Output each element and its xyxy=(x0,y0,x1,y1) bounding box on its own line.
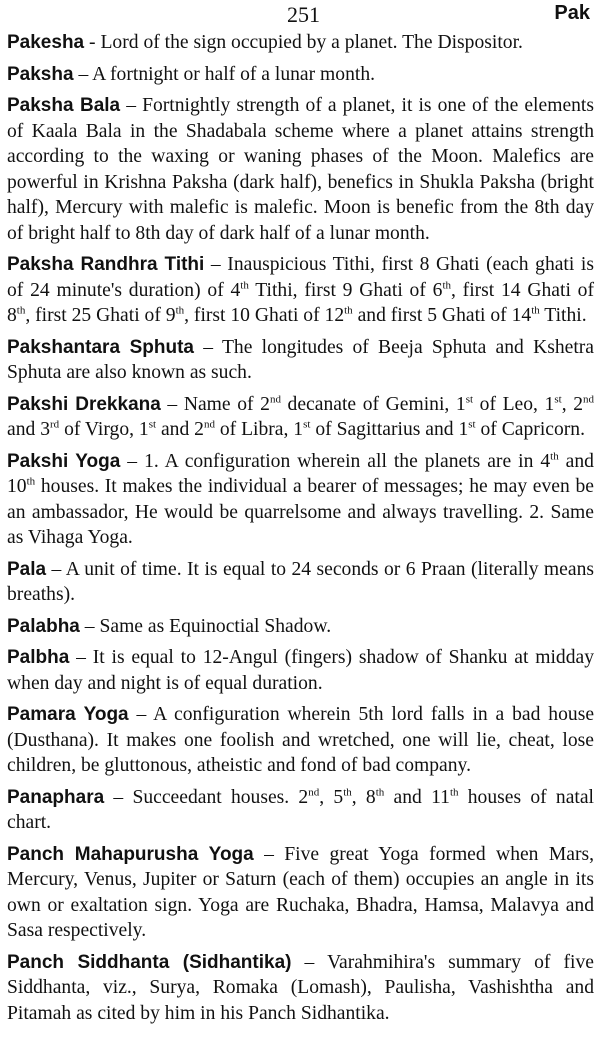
entry-definition-text: of Virgo, 1 xyxy=(59,419,149,440)
entry-definition-text: and 10 xyxy=(7,450,594,497)
entry-definition-text: houses of natal chart. xyxy=(7,786,595,833)
entry-definition-text: A unit of time. It is equal to 24 seconds or 6 Praan (literally means breaths). xyxy=(7,558,594,605)
entry-definition-text: , first 25 Ghati of 9 xyxy=(25,305,176,326)
entry-definition-text: Tithi. xyxy=(539,305,587,326)
glossary-entry xyxy=(7,702,594,779)
entry-definition-text: Name of 2 xyxy=(183,393,270,415)
entry-term: Pakesha xyxy=(7,32,85,53)
entry-definition-text: 1. A configuration wherein all the planets are in 4 xyxy=(144,450,551,472)
entry-definition-text: Lord of the sign occupied by a planet. The Dispositor. xyxy=(100,32,523,53)
entry-definition-text: Five great Yoga formed when Mars, Mercury, Venus, Jupiter or Saturn (each of them) occupies an angle in its own or exaltation sign. Yoga are Ruchaka, Bhadra, Hamsa, Malavya and Sasa respectively. xyxy=(7,843,595,941)
ordinal-suffix: th xyxy=(175,304,185,317)
glossary-entry xyxy=(7,335,594,386)
glossary-entry xyxy=(7,62,594,88)
ordinal-suffix: rd xyxy=(50,418,60,431)
ordinal-suffix: th xyxy=(375,785,385,798)
entry-term: Pakshi Yoga xyxy=(7,450,121,472)
entry-separator: – xyxy=(79,615,100,637)
ordinal-suffix: th xyxy=(240,278,249,291)
entry-separator: – xyxy=(204,254,228,275)
entry-definition-text: and first 5 Ghati of 14 xyxy=(352,305,532,326)
glossary-entry xyxy=(7,842,594,944)
entry-term: Paksha Bala xyxy=(7,95,121,116)
entry-separator: – xyxy=(120,95,143,116)
entry-definition-text: Inauspicious Tithi, first 8 Ghati (each ghati is of 24 minute's duration) of 4 xyxy=(7,254,594,301)
entry-definition-text: A fortnight or half of a lunar month. xyxy=(92,63,376,85)
entry-definition-text: decanate of Gemini, 1 xyxy=(280,393,466,415)
entry-definition-text: The longitudes of Beeja Sphuta and Kshetra Sphuta are also known as such. xyxy=(7,336,595,383)
entry-separator: – xyxy=(291,951,328,973)
glossary-entry xyxy=(7,557,594,608)
ordinal-suffix: nd xyxy=(583,392,595,405)
ordinal-suffix: nd xyxy=(308,785,320,798)
glossary-entry xyxy=(7,252,594,329)
entry-definition-text: houses. It makes the individual a bearer of messages; he may even be an ambassador, He would be quarrelsome and always travelling. 2. Same as Vihaga Yoga. xyxy=(7,476,594,548)
entry-definition-text: of Sagittarius and 1 xyxy=(310,419,469,440)
ordinal-suffix: th xyxy=(343,785,352,798)
entry-separator: – xyxy=(128,704,154,725)
entry-definition-text: , first 14 Ghati of 8 xyxy=(7,279,594,326)
entry-definition-text: and 3 xyxy=(7,419,50,440)
ordinal-suffix: st xyxy=(554,392,562,405)
entry-definition-text: , 2 xyxy=(561,393,584,415)
entry-separator: – xyxy=(120,450,145,472)
entry-definition-text: of Leo, 1 xyxy=(473,393,555,415)
ordinal-suffix: nd xyxy=(269,392,281,405)
ordinal-suffix: th xyxy=(550,449,559,462)
glossary-entry xyxy=(7,950,594,1027)
entry-term: Pakshantara Sphuta xyxy=(7,336,195,358)
entry-list xyxy=(7,30,594,1026)
entry-term: Paksha xyxy=(7,63,74,85)
ordinal-suffix: st xyxy=(468,418,476,431)
entry-separator: – xyxy=(194,336,222,358)
entry-term: Panch Mahapurusha Yoga xyxy=(7,843,254,865)
entry-term: Palabha xyxy=(7,615,80,637)
glossary-entry xyxy=(7,30,594,56)
entry-definition-text: Succeedant houses. 2 xyxy=(132,786,309,808)
running-head: Pak xyxy=(554,2,590,24)
entry-definition-text: Same as Equinoctial Shadow. xyxy=(99,615,332,637)
page-number: 251 xyxy=(287,2,320,27)
entry-definition-text: , 5 xyxy=(319,786,344,808)
entry-separator: – xyxy=(69,647,93,668)
ordinal-suffix: th xyxy=(26,475,36,488)
entry-separator: – xyxy=(46,558,66,580)
entry-term: Pamara Yoga xyxy=(7,704,129,725)
glossary-entry xyxy=(7,785,594,836)
ordinal-suffix: th xyxy=(16,304,26,317)
entry-definition-text: A configuration wherein 5th lord falls in a bad house (Dusthana). It makes one foolish and wretched, one will lie, cheat, lose children, be gluttonous, atheistic and fond of bad company. xyxy=(7,704,595,776)
entry-definition-text: It is equal to 12-Angul (fingers) shadow of Shanku at midday when day and night is of equal duration. xyxy=(7,647,594,694)
glossary-entry xyxy=(7,449,594,551)
ordinal-suffix: st xyxy=(465,392,474,405)
entry-term: Panch Siddhanta (Sidhantika) xyxy=(7,951,292,973)
glossary-entry xyxy=(7,392,594,443)
entry-definition-text: and 11 xyxy=(384,786,450,808)
ordinal-suffix: th xyxy=(531,304,540,317)
entry-term: Panaphara xyxy=(7,786,105,808)
ordinal-suffix: nd xyxy=(203,418,215,431)
ordinal-suffix: th xyxy=(442,278,451,291)
ordinal-suffix: st xyxy=(148,418,157,431)
entry-separator: – xyxy=(160,393,184,415)
entry-definition-text: Fortnightly strength of a planet, it is one of the elements of Kaala Bala in the Shadabala scheme where a planet attains strength according to the waxing or waning phases of the Moon. Malefics are powerful in Krishna Paksha (dark half), benefics in Shukla Paksha (bright half), Mercury with malefic is malefic. Moon is benefic from the 8th day of bright half to 8th day of dark half of a lunar month. xyxy=(7,95,595,244)
ordinal-suffix: st xyxy=(303,418,311,431)
entry-definition-text: , 8 xyxy=(351,786,376,808)
entry-separator: – xyxy=(253,843,285,865)
ordinal-suffix: th xyxy=(344,304,353,317)
glossary-entry xyxy=(7,93,594,246)
entry-definition-text: , first 10 Ghati of 12 xyxy=(184,305,345,326)
entry-definition-text: Varahmihira's summary of five Siddhanta, viz., Surya, Romaka (Lomash), Paulisha, Vashishtha and Pitamah as cited by him in his Panch Sidhantika. xyxy=(7,951,594,1024)
entry-term: Paksha Randhra Tithi xyxy=(7,254,205,275)
entry-definition-text: of Libra, 1 xyxy=(214,419,304,440)
entry-definition-text: of Capricorn. xyxy=(475,419,585,440)
glossary-entry xyxy=(7,614,594,640)
entry-term: Pakshi Drekkana xyxy=(7,393,161,415)
entry-definition-text: Tithi, first 9 Ghati of 6 xyxy=(248,279,443,301)
entry-term: Palbha xyxy=(7,647,70,668)
entry-separator: - xyxy=(84,32,101,53)
glossary-entry xyxy=(7,645,594,696)
ordinal-suffix: th xyxy=(449,785,459,798)
entry-definition-text: and 2 xyxy=(156,419,204,440)
entry-term: Pala xyxy=(7,558,47,580)
entry-separator: – xyxy=(104,786,133,808)
entry-separator: – xyxy=(73,63,93,85)
page-header xyxy=(7,0,594,30)
